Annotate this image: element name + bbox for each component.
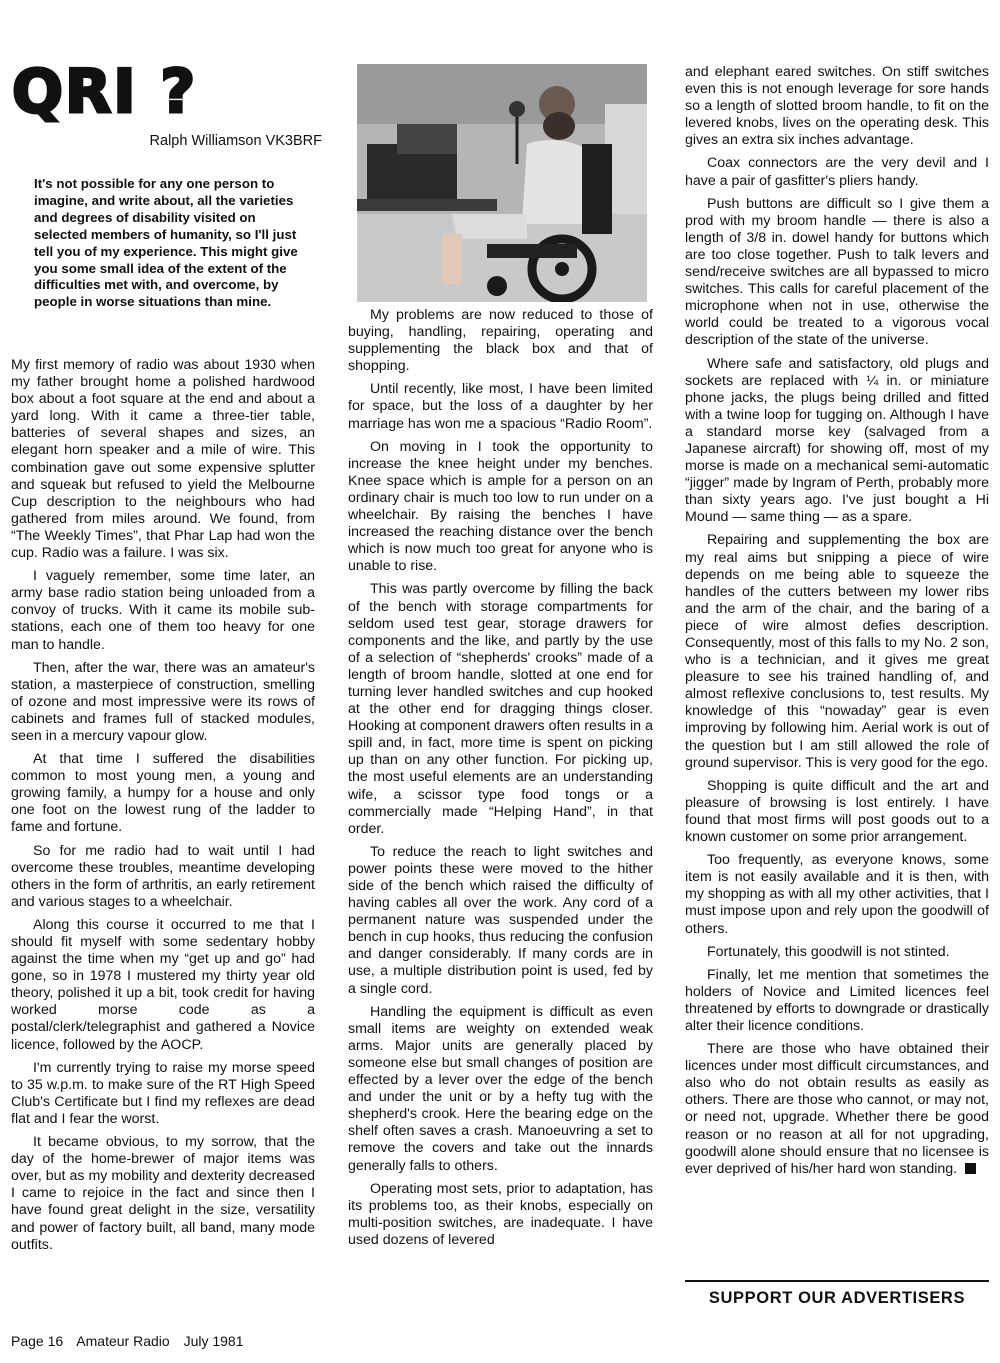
end-of-article-square-icon: [965, 1163, 976, 1174]
paragraph: Finally, let me mention that sometimes the holders of Novice and Limited licences feel threatened by efforts to downgrade or drastically alter their licence conditions.: [685, 966, 989, 1034]
paragraph: To reduce the reach to light switches and power points these were moved to the hither side of the bench which raised the difficulty of having cables all over the work. Any cord of a permanent nature was suspended under the bench in cup hooks, thus reducing the confusion and danger considerably. If many cords are in use, a multiple distribution point is used, fed by a single cord.: [348, 843, 653, 997]
article-intro: It's not possible for any one person to imagine, and write about, all the varieties and degrees of disability visited on selected members of humanity, so I'll just tell you of my experience. This might give you some small idea of the extent of the difficulties met with, and overcome, by people in worse situations than mine.: [34, 176, 298, 310]
paragraph: My first memory of radio was about 1930 when my father brought home a polished hardwood box about a foot square at the end and about a yard long. With it came a three-tier table, batteries of several shapes and sizes, an elegant horn speaker and a mile of wire. This combination gave out some expensive splutter and squeak but refused to yield the Melbourne Cup description to the neighbours who had gathered from miles around. We found, from “The Weekly Times”, that Phar Lap had won the cup. Radio was a failure. I was six.: [11, 357, 315, 562]
column-3: [685, 64, 989, 1274]
paragraph: Until recently, like most, I have been limited for space, but the loss of a daughter by her marriage has won me a spacious “Radio Room”.: [348, 381, 653, 432]
paragraph: Then, after the war, there was an amateur's station, a masterpiece of construction, smelling of ozone and most impressive were its rows of cabinets and frames full of stacked modules, seen in a mercury vapour glow.: [11, 659, 315, 744]
author-byline: Ralph Williamson VK3BRF: [149, 133, 322, 149]
paragraph: and elephant eared switches. On stiff switches even this is not enough leverage for sore hands so a length of slotted broom handle, to fit on the levered knobs, lives on the operating desk. This gives an extra six inches advantage.: [685, 64, 989, 149]
paragraph: Repairing and supplementing the box are my real aims but snipping a piece of wire depends on me being able to squeeze the handles of the cutters between my lower ribs and the arm of the chair, and the baring of a piece of wire almost defies description. Consequently, most of this falls to my No. 2 son, who is a technician, and it gives me great pleasure to see his trained handling of, and almost reflexive conclusions to, test results. My knowledge of this “nowaday” gear is even improving by following him. Aerial work is out of the question but I am still allowed the role of ground supervisor. This is very good for the ego.: [685, 532, 989, 771]
paragraph: I vaguely remember, some time later, an army base radio station being unloaded from a convoy of trucks. With it came its mobile sub-stations, each one of them too heavy for one man to handle.: [11, 568, 315, 653]
paragraph: I'm currently trying to raise my morse speed to 35 w.p.m. to make sure of the RT High Speed Club's Certificate but I find my reflexes are dead flat and I fear the worst.: [11, 1059, 315, 1127]
support-advertisers-banner: SUPPORT OUR ADVERTISERS: [708, 1289, 966, 1307]
paragraph: At that time I suffered the disabilities common to most young men, a young and growing family, a humpy for a house and only one foot on the lowest rung of the ladder to fame and fortune.: [11, 751, 315, 836]
divider: [685, 1280, 989, 1282]
wheelchair-operator-illustration: [357, 64, 647, 302]
page-footer: [11, 1333, 254, 1349]
paragraph: Fortunately, this goodwill is not stinted.: [707, 943, 950, 960]
column-2: [348, 307, 653, 1319]
issue-date: July 1981: [183, 1333, 244, 1349]
paragraph: Coax connectors are the very devil and I have a pair of gasfitter's pliers handy.: [685, 155, 989, 189]
paragraph: This was partly overcome by filling the back of the bench with storage compartments for seldom used test gear, storage drawers for components and the like, and partly by the use of a selection of “shepherds' crooks” made of a length of broom handle, slotted at one end for turning lever handled switches and cup hooked at the other end for dragging things closer. Hooking at component drawers often results in a spill and, in fact, more time is spent on picking up than on any other function. For picking up, the most useful elements are an understanding wife, a scissor type food tongs or a commercially made “Helping Hand”, in that order.: [348, 581, 653, 837]
article-title: QRI ?: [12, 57, 198, 127]
operator-photo: [357, 64, 647, 302]
paragraph: On moving in I took the opportunity to increase the knee height under my benches. Knee space which is ample for a person on an ordinary chair is much too low to run under on a wheelchair. By raising the benches I have increased the reaching distance over the bench which is now much too great for anyone who is unable to rise.: [348, 438, 653, 575]
paragraph: Too frequently, as everyone knows, some item is not easily available and it is then, with my shopping as with all my other activities, that I must impose upon and rely upon the goodwill of others.: [685, 852, 989, 937]
paragraph-final: [685, 1041, 989, 1178]
magazine-name: Amateur Radio: [76, 1333, 170, 1349]
paragraph: It became obvious, to my sorrow, that the day of the home-brewer of major items was over, but as my mobility and dexterity decreased I came to rejoice in the fact and since then I have found great delight in the size, versatility and power of factory built, all band, many mode outfits.: [11, 1134, 315, 1253]
paragraph: Push buttons are difficult so I give them a prod with my broom handle — there is also a length of 3/8 in. dowel handy for buttons which are too close together. Push to talk levers and send/receive switches are all bypassed to micro switches. This calls for careful placement of the microphone when not in use, otherwise the world could be treated to a vigorous vocal description of the state of the universe.: [685, 195, 989, 349]
page-number: Page 16: [11, 1333, 64, 1349]
paragraph: Operating most sets, prior to adaptation, has its problems too, as their knobs, especially on multi-position switches, are inadequate. I have used dozens of levered: [348, 1180, 653, 1248]
paragraph: My problems are now reduced to those of buying, handling, repairing, operating and supplementing the black box and that of shopping.: [348, 307, 653, 375]
final-paragraph-text: There are those who have obtained their licences under most difficult circumstances, and also who do not obtain results as easily as others. There are those who cannot, or may not, or need not, upgrade. Whether there be good reason or no reason at all for not upgrading, goodwill alone should ensure that no licensee is ever deprived of his/her hard won standing.: [685, 1041, 989, 1177]
paragraph: So for me radio had to wait until I had overcome these troubles, meantime developing others in the form of arthritis, an early retirement and various stages to a wheelchair.: [11, 842, 315, 910]
paragraph: Handling the equipment is difficult as even small items are weighty on extended weak arms. Major units are generally placed by someone else but small changes of position are effected by a lever over the edge of the bench and under the unit or by a hefty tug with the shepherd's crook. Here the bearing edge on the shelf often saves a crash. Manoeuvring a set to remove the covers and take out the innards generally falls to others.: [348, 1003, 653, 1174]
paragraph: Along this course it occurred to me that I should fit myself with some sedentary hobby against the time when my “get up and go” had gone, so in 1978 I mustered my thirty year old theory, polished it up a bit, took credit for having worked morse code as a postal/clerk/telegraphist and gathered a Novice licence, followed by the AOCP.: [11, 916, 315, 1053]
column-1: [11, 357, 315, 1319]
paragraph: Shopping is quite difficult and the art and pleasure of browsing is lost entirely. I have found that most firms will post goods out to a known customer on some prior arrangement.: [685, 777, 989, 846]
paragraph: Where safe and satisfactory, old plugs and sockets are replaced with ¼ in. or miniature phone jacks, the plugs being drilled and fitted with a twine loop for tugging on. Although I have a standard morse key (salvaged from a Japanese aircraft) for showing off, most of my morse is made on a mechanical semi-automatic “jigger” made by Ingram of Perth, probably more than sixty years ago. I've just bought a Hi Mound — same thing — as a spare.: [685, 355, 989, 526]
